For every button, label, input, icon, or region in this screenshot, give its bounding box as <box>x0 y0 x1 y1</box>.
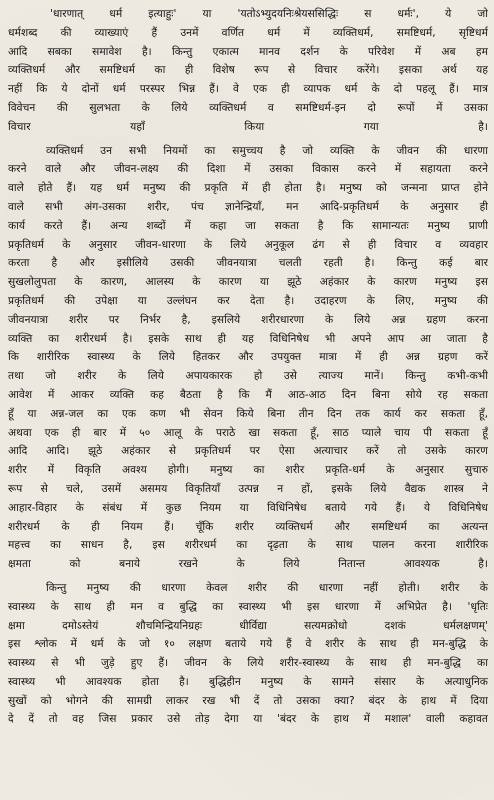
text-line: प्रकृतिधर्म की उपेक्षा या उल्लंघन कर देता है। उदाहरण के लिए, मनुष्य की <box>8 294 488 307</box>
text-line: किन्तु मनुष्य की धारणा केवल शरीर की धारणा नहीं होती। शरीर के <box>46 581 488 594</box>
text-line: क्षमा दमोऽस्तेयं शौचमिन्द्रियनिग्रहः धीर्विद्या सत्यमक्रोधो दशकं धर्मलक्षणम्' <box>8 619 488 632</box>
text-line: विचार यहाँ किया गया है। <box>8 120 488 133</box>
text-line: दे दें तो वह जिस प्रकार उसे तोड़ देगा या 'बंदर के हाथ में मशाल' वाली कहावत <box>8 713 488 726</box>
text-line: क्षमता को बनाये रखने के लिये नितान्त आवश्यक है। <box>8 558 488 571</box>
text-line: अथवा एक ही बार में ५० आलू के पराठे खा सकता हूँ, साठ प्याले चाय पी सकता हूँ <box>8 426 488 439</box>
text-line: व्यक्ति का शरीरधर्म है। इसके साथ ही यह विधिनिषेध भी अपने आप आ जाता है <box>8 332 488 345</box>
paragraph-dharma-definitions <box>8 5 488 137</box>
text-line: महत्त्व का साधन है, इस शरीरधर्म का दृढ़ता के साथ पालन करना शारीरिक <box>8 539 488 552</box>
text-line: सुखों को भोगने की सामग्री लाकर रख भी दें तो उसका क्या? बंदर के हाथ में दिया <box>8 694 488 707</box>
text-line: रूप से चले, उसमें असमय विकृतियाँ उत्पन्न न हों, इसके लिये वैद्यक शास्त्र ने <box>8 482 488 495</box>
text-line: विवेचन की सुलभता के लिये व्यक्तिधर्म व समष्टिधर्म-इन दो रूपों में उसका <box>8 101 488 114</box>
text-line: सुखलोलुपता के कारण, आलस्य के कारण या झूठे अहंकार के कारण मनुष्य इस <box>8 276 488 289</box>
text-line: आहार-विहार के संबंध में कुछ नियम या विधिनिषेध बताये गये हैं। ये विधिनिषेध <box>8 501 488 514</box>
text-line: व्यक्तिधर्म उन सभी नियमों का समुच्चय है जो व्यक्ति के जीवन की धारणा <box>46 144 488 157</box>
text-line: आदि आदि। झूठे अहंकार से प्रकृतिधर्म पर ऐसा अत्याचार करें तो उसके कारण <box>8 445 488 458</box>
text-line: प्रकृतिधर्म के अनुसार जीवन-धारणा के लिये अनुकूल ढंग से ही विचार व व्यवहार <box>8 238 488 251</box>
text-line: करता है और इसीलिये उसकी जीवनयात्रा चलती रहती है। किन्तु कई बार <box>8 257 488 270</box>
text-line: स्वास्थ्य के साथ ही मन व बुद्धि का स्वास्थ्य भी इस धारणा में अभिप्रेत है। 'धृतिः <box>8 600 488 613</box>
text-line: धर्मशब्द की व्याख्याएं हैं उनमें वर्णित धर्म में व्यक्तिधर्म, समष्टिधर्म, सृष्टिधर्म <box>8 26 488 39</box>
text-line: वाले सभी अंग-उसका शरीर, पंच ज्ञानेन्द्रियाँ, मन आदि-प्रकृतिधर्म के अनुसार ही <box>8 200 488 213</box>
text-line: तथा जो शरीर के लिये अपायकारक हो उसे त्याज्य मानें। किन्तु कभी-कभी <box>8 370 488 383</box>
text-line: 'धारणात् धर्म इत्याहुः' या 'यतोऽभ्युदयनिःश्रेयससिद्धिः स धर्मः', ये जो <box>50 8 488 20</box>
paragraph-vyaktidharma <box>8 142 488 574</box>
text-line: स्वास्थ्य से भी जुड़े हुए हैं। जीवन के लिये शरीर-स्वास्थ्य के साथ ही मन-बुद्धि का <box>8 657 488 670</box>
text-line: शरीर में विकृति अवश्य होगी। मनुष्य का शरीर प्रकृति-धर्म के अनुसार सुचारु <box>8 464 488 477</box>
text-line: वाले होते हैं। यह धर्म मनुष्य की प्रकृति में ही होता है। मनुष्य को जन्मना प्राप्त होने <box>8 182 488 195</box>
text-line: नहीं कि ये दोनों धर्म परस्पर भिन्न हैं। वे एक ही व्यापक धर्म के दो पहलू हैं। मात्र <box>8 83 488 96</box>
text-line: व्यक्तिधर्म और समष्टिधर्म का ही विशेष रूप से विचार करेंगे। इसका अर्थ यह <box>8 64 488 77</box>
text-line: करने वाले और जीवन-लक्ष्य की दिशा में उसका विकास करने में सहायता करने <box>8 163 488 176</box>
text-line: जीवनयात्रा शरीर पर निर्भर है, इसलिये शरीरधारणा के लिये अन्न ग्रहण करना <box>8 313 488 326</box>
text-line: स्वास्थ्य भी आवश्यक होता है। बुद्धिहीन मनुष्य के सामने संसार के अत्याधुनिक <box>8 675 488 688</box>
paragraph-mind-intellect <box>8 579 488 729</box>
text-line: कि शारीरिक स्वास्थ्य के लिये हितकर और उपयुक्त मात्रा में ही अन्न ग्रहण करें <box>8 351 488 364</box>
text-line: आदि सबका समावेश है। किन्तु एकात्म मानव दर्शन के परिवेश में अब हम <box>8 45 488 58</box>
text-line: आवेश में आकर व्यक्ति कह बैठता है कि मैं आठ-आठ दिन बिना सोये रह सकता <box>8 388 488 401</box>
text-line: हूँ या अन्न-जल का एक कण भी सेवन किये बिना तीन दिन तक कार्य कर सकता हूँ, <box>8 407 488 420</box>
text-line: इस श्लोक में धर्म के जो १० लक्षण बताये गये हैं वे शरीर के साथ ही मन-बुद्धि के <box>8 638 488 651</box>
text-line: कार्य करते हैं। अन्य शब्दों में कहा जा सकता है कि सामान्यतः मनुष्य प्राणी <box>8 219 488 232</box>
text-line: शरीरधर्म के ही नियम हैं। चूँकि शरीर व्यक्तिधर्म और समष्टिधर्म का अत्यन्त <box>8 520 488 533</box>
